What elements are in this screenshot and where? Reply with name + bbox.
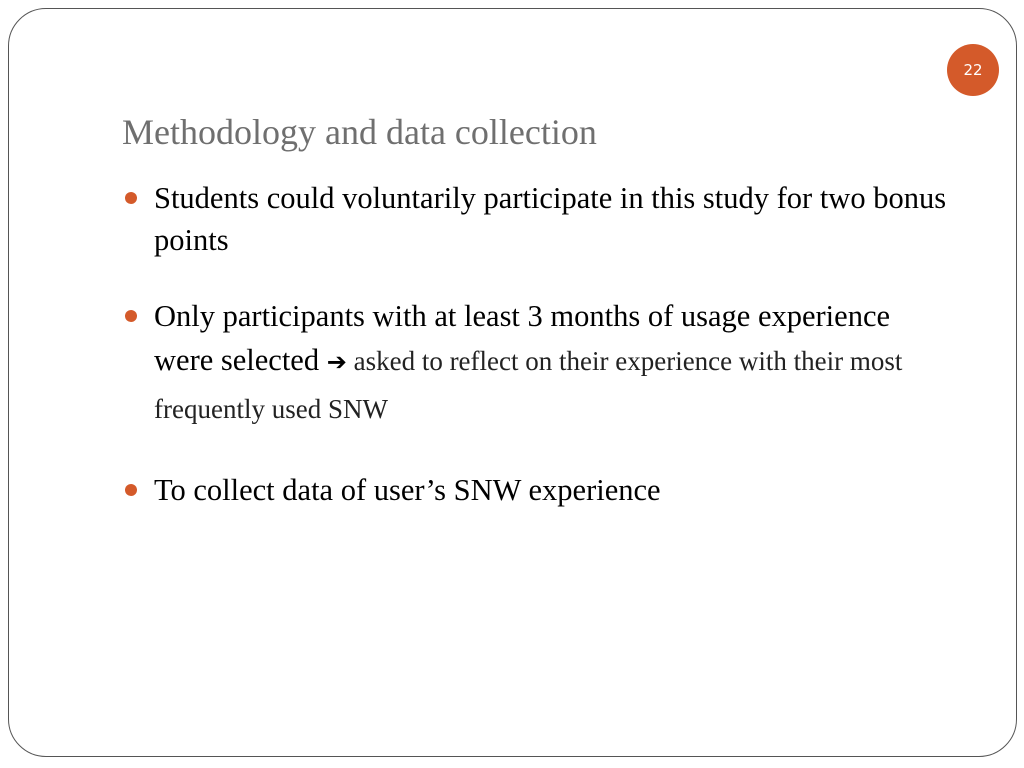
bullet-dot-icon [125, 192, 137, 204]
slide-frame [8, 8, 1017, 757]
page-number-text: 22 [963, 61, 983, 79]
slide-title: Methodology and data collection [122, 112, 597, 152]
bullet-list [122, 177, 952, 511]
bullet-text-3: To collect data of user’s SNW experience [154, 473, 661, 507]
bullet-item-1 [122, 177, 952, 261]
bullet-dot-icon [125, 310, 137, 322]
right-arrow-icon: ➔ [326, 348, 347, 376]
page-number-badge [947, 44, 999, 96]
bullet-item-3 [122, 469, 952, 511]
bullet-text-1: Students could voluntarily participate in this study for two bonus points [154, 181, 947, 257]
bullet-text-2: Only participants with at least 3 months of usage experience were selected [154, 299, 891, 377]
bullet-item-2 [122, 295, 952, 433]
bullet-text-2-continuation: asked to reflect on their experience with their most frequently used SNW [154, 346, 903, 424]
bullet-dot-icon [125, 484, 137, 496]
